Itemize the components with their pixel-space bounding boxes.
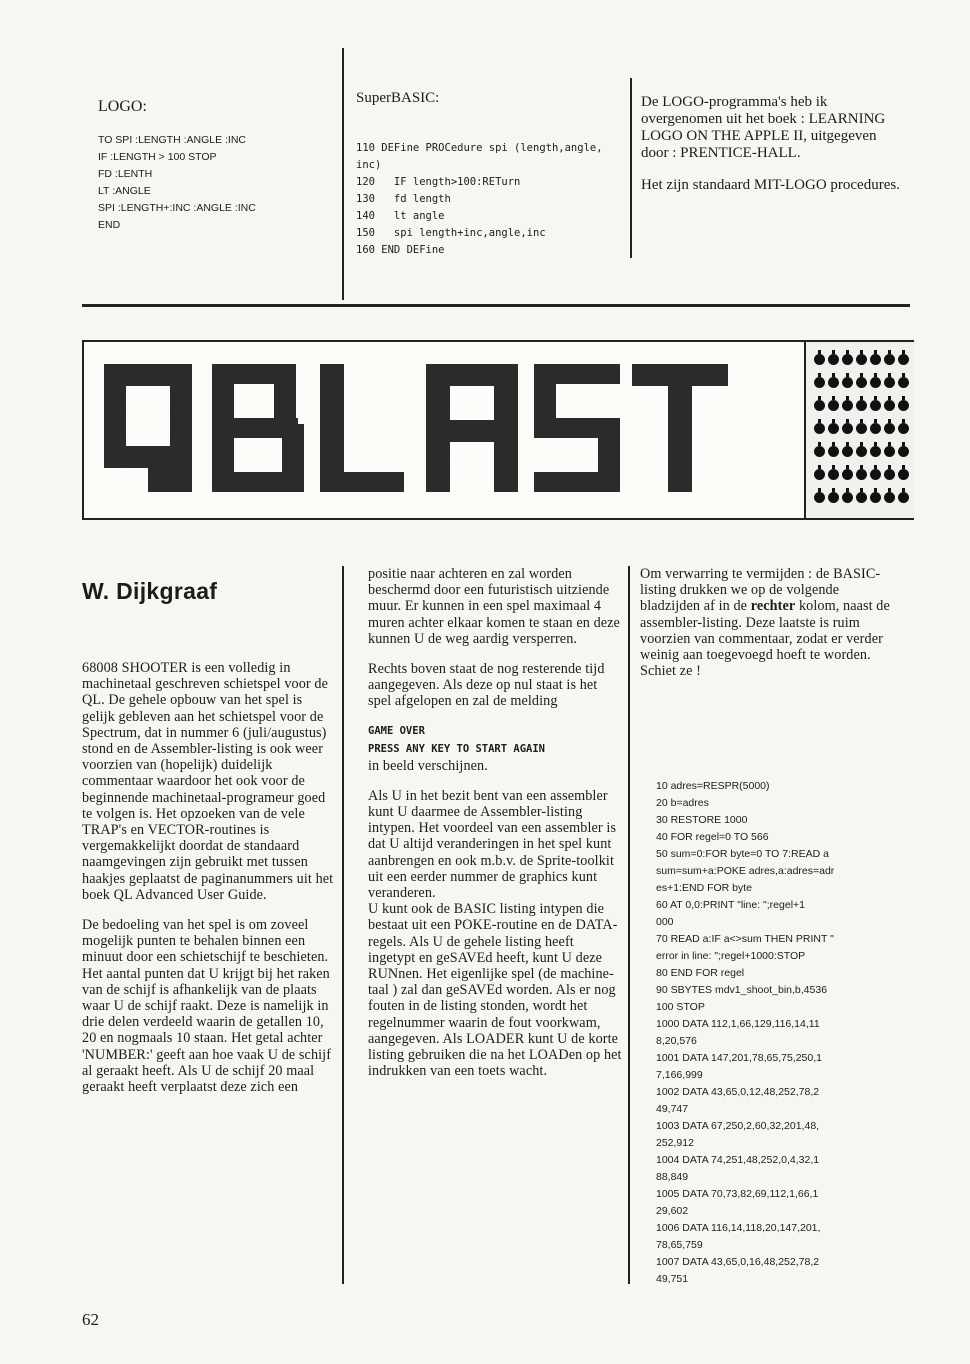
- column2-paragraph-2b: in beeld verschijnen.: [368, 757, 488, 774]
- basic-listing-line: 1006 DATA 116,14,118,20,147,201,: [656, 1222, 821, 1234]
- bomb-icon: [884, 377, 895, 388]
- bomb-icon: [870, 469, 881, 480]
- bomb-icon: [884, 400, 895, 411]
- basic-listing-line: 1001 DATA 147,201,78,65,75,250,1: [656, 1052, 822, 1064]
- bomb-icon: [898, 354, 909, 365]
- basic-listing-line: 1002 DATA 43,65,0,12,48,252,78,2: [656, 1086, 820, 1098]
- basic-listing-line: 1000 DATA 112,1,66,129,116,14,11: [656, 1018, 820, 1030]
- logo-code-line: TO SPI :LENGTH :ANGLE :INC: [98, 134, 247, 146]
- bomb-icon: [828, 492, 839, 503]
- bomb-icon: [856, 469, 867, 480]
- page-number: 62: [82, 1310, 99, 1329]
- basic-listing-line: 7,166,999: [656, 1069, 703, 1081]
- bomb-icon: [814, 354, 825, 365]
- basic-listing-line: 1004 DATA 74,251,48,252,0,4,32,1: [656, 1154, 820, 1166]
- basic-listing-line: 80 END FOR regel: [656, 967, 745, 979]
- banner-letter-t: [632, 364, 728, 492]
- basic-listing-line: 49,747: [656, 1103, 689, 1115]
- logo-code-line: SPI :LENGTH+:INC :ANGLE :INC: [98, 202, 256, 214]
- basic-listing-line: 252,912: [656, 1137, 694, 1149]
- logo-code-line: FD :LENTH: [98, 168, 153, 180]
- banner-letter-b: [212, 364, 304, 492]
- bomb-icon: [814, 469, 825, 480]
- basic-listing: [656, 778, 906, 1288]
- logo-code-line: LT :ANGLE: [98, 185, 151, 197]
- basic-listing-line: 50 sum=0:FOR byte=0 TO 7:READ a: [656, 848, 829, 860]
- bomb-icon: [884, 354, 895, 365]
- bomb-icon: [814, 446, 825, 457]
- basic-listing-line: 8,20,576: [656, 1035, 697, 1047]
- logo-right-rule: [342, 48, 344, 300]
- basic-listing-line: 100 STOP: [656, 1001, 705, 1013]
- article-column-2: [368, 566, 624, 1079]
- bomb-icon: [856, 492, 867, 503]
- basic-listing-line: 49,751: [656, 1273, 689, 1285]
- basic-listing-line: 90 SBYTES mdv1_shoot_bin,b,4536: [656, 984, 828, 996]
- basic-listing-line: 000: [656, 916, 674, 928]
- bomb-icon: [870, 354, 881, 365]
- basic-listing-line: 1007 DATA 43,65,0,16,48,252,78,2: [656, 1256, 820, 1268]
- bomb-icon: [828, 469, 839, 480]
- bomb-icon: [828, 400, 839, 411]
- bomb-icon: [842, 377, 853, 388]
- banner-letter-s: [534, 364, 620, 492]
- bomb-icon: [814, 377, 825, 388]
- basic-listing-line: 29,602: [656, 1205, 689, 1217]
- bomb-icon: [842, 469, 853, 480]
- logo-title: LOGO:: [98, 98, 147, 115]
- superbasic-code-line: 130 fd length: [356, 193, 451, 205]
- superbasic-title: SuperBASIC:: [356, 90, 440, 106]
- column1-paragraph-1: 68008 SHOOTER is een volledig in machinetaal geschreven schietspel voor de QL. De gehele opbouw van het spel is gelijk gebleven aan het schietspel voor de Spectrum, dat in nummer 6 (juli/augustus) stond en de Assembler-listing is ook weer voorzien van (hopelijk) duidelijk commentaar waardoor het ook voor de beginnende machinetaal-programeur goed te volgen is. Het opzoeken van de vele TRAP's en VECTOR-routines is vergemakkelijkt doordat de standaard naamgevingen zijn gebruikt met tussen haakjes geplaatst de paginanummers uit het boek QL Advanced User Guide.: [82, 660, 334, 903]
- logo-code-lines: [98, 132, 256, 234]
- logo-code-box: [82, 48, 344, 258]
- superbasic-code-line: 120 IF length>100:RETurn: [356, 176, 521, 188]
- bomb-icon: [842, 400, 853, 411]
- game-over-message: GAME OVER: [368, 724, 425, 737]
- bomb-icon: [898, 377, 909, 388]
- basic-listing-line: 1005 DATA 70,73,82,69,112,1,66,1: [656, 1188, 819, 1200]
- banner-letter-l: [320, 364, 404, 492]
- article-column-1: [82, 660, 338, 1095]
- logo-code-line: IF :LENGTH > 100 STOP: [98, 151, 217, 163]
- bomb-icon: [870, 400, 881, 411]
- note-paragraph-1: De LOGO-programma's heb ik overgenomen uit het boek : LEARNING LOGO ON THE APPLE II, uitgegeven door : PRENTICE-HALL.: [641, 94, 886, 161]
- column2-paragraph-2: Rechts boven staat de nog resterende tijd aangegeven. Als deze op nul staat is het spel afgelopen en zal de melding: [368, 661, 605, 710]
- basic-listing-line: 78,65,759: [656, 1239, 703, 1251]
- bomb-icon: [898, 492, 909, 503]
- superbasic-code-line: 160 END DEFine: [356, 244, 445, 256]
- basic-listing-line: 40 FOR regel=0 TO 566: [656, 831, 769, 843]
- bomb-icon: [870, 423, 881, 434]
- press-key-message: PRESS ANY KEY TO START AGAIN: [368, 742, 546, 755]
- superbasic-code-line: 140 lt angle: [356, 210, 445, 222]
- basic-listing-line: 30 RESTORE 1000: [656, 814, 748, 826]
- banner-letter-a: [426, 364, 518, 492]
- superbasic-code-line: 110 DEFine PROCedure spi (length,angle,: [356, 142, 603, 154]
- basic-listing-line: 88,849: [656, 1171, 689, 1183]
- superbasic-code-line: inc): [356, 159, 382, 171]
- column2-paragraph-4: U kunt ook de BASIC listing intypen die bestaat uit een POKE-routine en de DATA-regels. Als U de gehele listing heeft ingetypt en geSAVEd heeft, kunt U deze RUNnen. Het eigenlijke spel (de machine-taal ) zal dan geSAVEd worden. Als er nog fouten in de listing stonden, wordt het regelnummer waarin de fout voorkwam, aangegeven. Als LOADER kunt U de korte listing gebruiken die na het LOADen op het indrukken van een toets wacht.: [368, 901, 622, 1080]
- section-divider: [82, 304, 910, 307]
- basic-listing-line: error in line: ";regel+1000:STOP: [656, 950, 806, 962]
- bomb-icon: [898, 423, 909, 434]
- qblast-banner: [82, 340, 914, 520]
- basic-listing-line: 20 b=adres: [656, 797, 709, 809]
- basic-listing-line: 1003 DATA 67,250,2,60,32,201,48,: [656, 1120, 820, 1132]
- bomb-icon: [842, 354, 853, 365]
- logo-note-box: [641, 94, 903, 194]
- bomb-icon: [870, 377, 881, 388]
- bomb-icon: [884, 423, 895, 434]
- column2-paragraph-1: positie naar achteren en zal worden beschermd door een futuristisch uitziende muur. Er kunnen in een spel maximaal 4 muren achter elkaar komen te staan en deze kunnen U de weg aardig versperren.: [368, 566, 620, 647]
- column3-text-bold: rechter: [750, 598, 796, 615]
- basic-listing-line: 60 AT 0,0:PRINT "line: ";regel+1: [656, 899, 805, 911]
- bomb-icon: [884, 469, 895, 480]
- superbasic-code-line: 150 spi length+inc,angle,inc: [356, 227, 546, 239]
- logo-code-line: END: [98, 219, 121, 231]
- bomb-icon: [898, 400, 909, 411]
- bomb-icon: [898, 469, 909, 480]
- bomb-icon: [870, 492, 881, 503]
- bomb-icon: [884, 492, 895, 503]
- bomb-grid: [804, 342, 914, 518]
- bomb-icon: [856, 377, 867, 388]
- bomb-icon: [828, 377, 839, 388]
- basic-listing-line: es+1:END FOR byte: [656, 882, 752, 894]
- author-name: W. Dijkgraaf: [82, 578, 218, 604]
- column3-text-before: Om verwarring te vermijden : de BASIC-listing drukken we op de volgende bladzijden af in de: [640, 566, 881, 615]
- bomb-icon: [828, 446, 839, 457]
- note-paragraph-2: Het zijn standaard MIT-LOGO procedures.: [641, 177, 900, 193]
- basic-listing-line: sum=sum+a:POKE adres,a:adres=adr: [656, 865, 835, 877]
- bomb-icon: [870, 446, 881, 457]
- banner-letter-q: [104, 364, 192, 492]
- bomb-icon: [814, 400, 825, 411]
- bomb-icon: [842, 446, 853, 457]
- bomb-icon: [856, 400, 867, 411]
- bomb-icon: [898, 446, 909, 457]
- column1-right-rule: [342, 566, 344, 1284]
- bomb-icon: [828, 354, 839, 365]
- column3-paragraph-1: [640, 566, 902, 679]
- article-column-3: [640, 566, 902, 679]
- superbasic-code-box: [354, 48, 634, 268]
- basic-listing-line: 70 READ a:IF a<>sum THEN PRINT ": [656, 933, 834, 945]
- bomb-icon: [842, 423, 853, 434]
- bomb-icon: [856, 446, 867, 457]
- superbasic-code-lines: [356, 140, 603, 259]
- column3-text-after: kolom, naast de assembler-listing. Deze laatste is ruim voorzien van commentaar, zodat er verder weinig aan toegevoegd hoeft te worden. Schiet ze !: [640, 598, 890, 680]
- bomb-icon: [814, 492, 825, 503]
- column1-paragraph-2: De bedoeling van het spel is om zoveel mogelijk punten te behalen binnen een minuut door een schietschijf te beschieten. Het aantal punten dat U krijgt bij het raken van de schijf is afhankelijk van de plaats waar U de schijf raakt. Deze is namelijk in drie delen verdeeld waarin de getallen 10, 20 en nogmaals 10 staan. Het getal achter 'NUMBER:' geeft aan hoe vaak U de schijf al geraakt heeft. Als U de schijf 20 maal geraakt heeft verplaatst deze zich een: [82, 917, 332, 1096]
- bomb-icon: [884, 446, 895, 457]
- column2-right-rule: [628, 566, 630, 1284]
- bomb-icon: [814, 423, 825, 434]
- basic-listing-line: 10 adres=RESPR(5000): [656, 780, 770, 792]
- superbasic-right-rule: [630, 78, 632, 258]
- bomb-icon: [828, 423, 839, 434]
- bomb-icon: [842, 492, 853, 503]
- column2-paragraph-3: Als U in het bezit bent van een assembler kunt U daarmee de Assembler-listing intypen. Het voordeel van een assembler is dat U altijd veranderingen in het spel kunt aanbrengen en ook m.b.v. de Sprite-toolkit uit een eerder nummer de graphics kunt veranderen.: [368, 787, 617, 902]
- bomb-icon: [856, 354, 867, 365]
- bomb-icon: [856, 423, 867, 434]
